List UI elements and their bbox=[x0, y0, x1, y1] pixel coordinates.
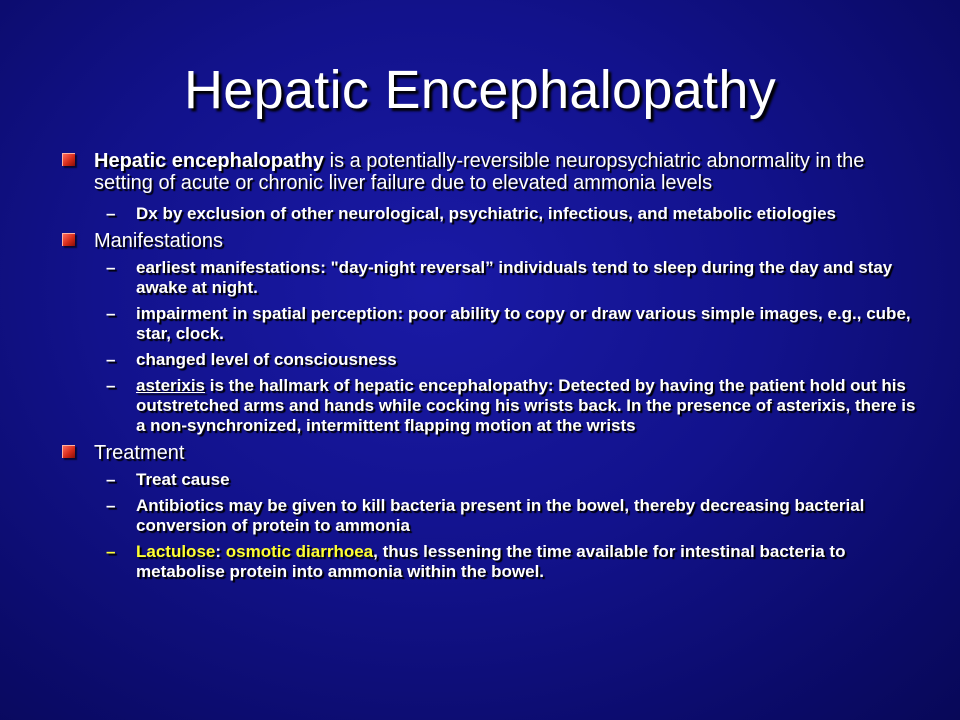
dash-icon: – bbox=[106, 204, 116, 223]
intro-text: is a potentially-reversible neuropsychiatric abnormality in the setting of acute or chronic liver failure due to elevated ammonia levels bbox=[94, 150, 865, 194]
sub-item-text: changed level of consciousness bbox=[136, 350, 397, 369]
dash-icon: – bbox=[106, 496, 116, 515]
dash-icon: – bbox=[106, 376, 116, 395]
dash-icon: – bbox=[106, 470, 116, 489]
dash-icon: – bbox=[106, 258, 116, 277]
slide-content bbox=[58, 150, 918, 588]
sub-item-lactulose bbox=[58, 542, 918, 582]
bullet-intro bbox=[58, 150, 918, 194]
dash-icon: – bbox=[106, 542, 116, 561]
sub-item-text: Antibiotics may be given to kill bacteria present in the bowel, thereby decreasing bacterial conversion of protein to ammonia bbox=[136, 496, 865, 535]
lactulose-effect: osmotic diarrhoea bbox=[225, 542, 374, 561]
asterixis-text: is the hallmark of hepatic encephalopathy: Detected by having the patient hold out his outstretched arms and hands while cocking his wrists back. In the presence of asterixis, there is a non-synchronized, intermittent flapping motion at the wrists bbox=[136, 376, 916, 435]
sub-item-antibiotics bbox=[58, 496, 918, 536]
dash-icon: – bbox=[106, 304, 116, 323]
sub-item-day-night bbox=[58, 258, 918, 298]
square-bullet-icon bbox=[62, 445, 75, 458]
sub-item-text: Treat cause bbox=[136, 470, 230, 489]
sub-item-text: earliest manifestations: "day-night reversal” individuals tend to sleep during the day and stay awake at night. bbox=[136, 258, 893, 297]
sub-item-text: impairment in spatial perception: poor ability to copy or draw various simple images, e.g., cube, star, clock. bbox=[136, 304, 911, 343]
dash-icon: – bbox=[106, 350, 116, 369]
manifestations-heading: Manifestations bbox=[94, 230, 223, 252]
sub-item-asterixis bbox=[58, 376, 918, 436]
sub-item-spatial bbox=[58, 304, 918, 344]
asterixis-term: asterixis bbox=[136, 376, 205, 395]
sub-item-consciousness bbox=[58, 350, 918, 370]
sub-item-text: Dx by exclusion of other neurological, psychiatric, infectious, and metabolic etiologies bbox=[136, 204, 836, 223]
lactulose-colon: : bbox=[215, 542, 226, 561]
lactulose-term: Lactulose bbox=[136, 542, 216, 561]
lactulose-text: , thus lessening the time available for intestinal bacteria to metabolise protein into ammonia within the bowel. bbox=[136, 542, 846, 581]
intro-term: Hepatic encephalopathy bbox=[94, 150, 325, 172]
square-bullet-icon bbox=[62, 233, 75, 246]
bullet-manifestations bbox=[58, 230, 918, 252]
treatment-heading: Treatment bbox=[94, 442, 185, 464]
slide-title: Hepatic Encephalopathy bbox=[183, 60, 776, 120]
bullet-treatment bbox=[58, 442, 918, 464]
square-bullet-icon bbox=[62, 153, 75, 166]
sub-item-diagnosis bbox=[58, 204, 918, 224]
sub-item-treat-cause bbox=[58, 470, 918, 490]
